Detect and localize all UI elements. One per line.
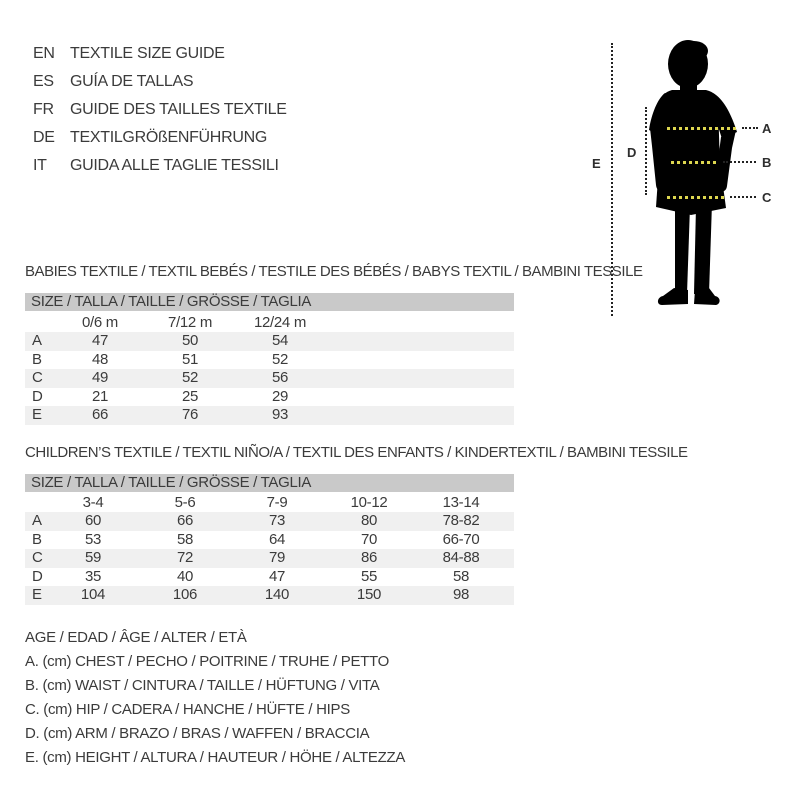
- value-cell: 58: [452, 567, 470, 585]
- column-header-row: [25, 311, 514, 332]
- value-cell: 140: [264, 586, 290, 603]
- table-row: [25, 406, 514, 425]
- table-row: [25, 586, 514, 605]
- babies-size-header: SIZE / TALLA / TAILLE / GRÖSSE / TAGLIA: [25, 293, 514, 311]
- hip-measure-leader: [730, 196, 756, 198]
- row-label-cell: E: [32, 406, 42, 423]
- table-row: [25, 388, 514, 407]
- legend-age-line: AGE / EDAD / ÂGE / ALTER / ETÀ: [25, 629, 247, 646]
- value-cell: 64: [268, 530, 286, 548]
- language-title: TEXTILE SIZE GUIDE: [70, 45, 225, 62]
- value-cell: 66: [91, 406, 109, 423]
- language-code: FR: [33, 101, 54, 118]
- value-cell: 47: [268, 567, 286, 585]
- value-cell: 106: [172, 586, 198, 603]
- waist-measure-leader: [723, 161, 756, 163]
- children-size-table: [25, 491, 514, 605]
- row-label-cell: A: [32, 512, 42, 529]
- row-label-cell: B: [32, 350, 42, 368]
- column-header-cell: 10-12: [350, 494, 388, 511]
- column-header-cell: 13-14: [442, 494, 480, 511]
- value-cell: 104: [80, 586, 106, 603]
- table-row: [25, 512, 514, 531]
- value-cell: 86: [360, 549, 378, 566]
- value-cell: 35: [84, 567, 102, 585]
- hip-measure-dashes: [667, 196, 727, 199]
- table-row: [25, 549, 514, 568]
- value-cell: 52: [271, 350, 289, 368]
- table-row: [25, 568, 514, 587]
- value-cell: 72: [176, 549, 194, 566]
- value-cell: 84-88: [442, 549, 480, 566]
- language-title: GUÍA DE TALLAS: [70, 73, 194, 90]
- column-header-cell: 7-9: [266, 494, 288, 511]
- value-cell: 55: [360, 567, 378, 585]
- row-label-cell: A: [32, 332, 42, 349]
- column-header-cell: 3-4: [82, 494, 104, 511]
- value-cell: 70: [360, 530, 378, 548]
- language-title: GUIDA ALLE TAGLIE TESSILI: [70, 157, 279, 174]
- column-header-cell: [25, 491, 47, 514]
- value-cell: 150: [356, 586, 382, 603]
- label-d: D: [627, 145, 637, 160]
- legend-item: B. (cm) WAIST / CINTURA / TAILLE / HÜFTUNG / VITA: [25, 677, 380, 694]
- child-silhouette-icon: [648, 38, 738, 310]
- value-cell: 56: [271, 369, 289, 386]
- value-cell: 93: [271, 406, 289, 423]
- measurement-legend: [25, 626, 405, 770]
- value-cell: 76: [181, 406, 199, 423]
- value-cell: 53: [84, 530, 102, 548]
- arm-measure-line: [645, 107, 647, 195]
- value-cell: 79: [268, 549, 286, 566]
- row-label-cell: C: [32, 549, 43, 566]
- value-cell: 59: [84, 549, 102, 566]
- legend-item: E. (cm) HEIGHT / ALTURA / HAUTEUR / HÖHE / ALTEZZA: [25, 749, 406, 766]
- value-cell: 73: [268, 512, 286, 529]
- value-cell: 49: [91, 369, 109, 386]
- value-cell: 60: [84, 512, 102, 529]
- value-cell: 54: [271, 332, 289, 349]
- chest-measure-dashes: [667, 127, 739, 130]
- row-label-cell: D: [32, 567, 43, 585]
- language-title: TEXTILGRÖßENFÜHRUNG: [70, 129, 267, 146]
- legend-item: C. (cm) HIP / CADERA / HANCHE / HÜFTE / HIPS: [25, 701, 350, 718]
- row-label-cell: D: [32, 387, 43, 405]
- legend-item: D. (cm) ARM / BRAZO / BRAS / WAFFEN / BRACCIA: [25, 725, 370, 742]
- waist-measure-dashes: [671, 161, 719, 164]
- value-cell: 48: [91, 350, 109, 368]
- table-row: [25, 531, 514, 550]
- table-row: [25, 351, 514, 370]
- language-code: ES: [33, 73, 54, 90]
- label-c: C: [762, 190, 772, 205]
- label-b: B: [762, 155, 772, 170]
- language-code: DE: [33, 129, 55, 146]
- measurement-figure: [0, 0, 800, 330]
- language-code: IT: [33, 157, 47, 174]
- value-cell: 40: [176, 567, 194, 585]
- row-label-cell: E: [32, 586, 42, 603]
- language-title: GUIDE DES TAILLES TEXTILE: [70, 101, 287, 118]
- babies-size-table: [25, 311, 514, 425]
- table-row: [25, 369, 514, 388]
- value-cell: 47: [91, 332, 109, 349]
- chest-measure-leader: [742, 127, 758, 129]
- column-header-cell: 7/12 m: [167, 314, 213, 331]
- column-header-cell: [25, 311, 55, 334]
- label-a: A: [762, 121, 772, 136]
- value-cell: 78-82: [442, 512, 480, 529]
- value-cell: 52: [181, 369, 199, 386]
- children-size-header: SIZE / TALLA / TAILLE / GRÖSSE / TAGLIA: [25, 474, 514, 492]
- column-header-cell: 12/24 m: [253, 314, 307, 331]
- row-label-cell: B: [32, 530, 42, 548]
- value-cell: 58: [176, 530, 194, 548]
- column-header-cell: 5-6: [174, 494, 196, 511]
- value-cell: 66-70: [442, 530, 480, 548]
- value-cell: 98: [452, 586, 470, 603]
- legend-item: A. (cm) CHEST / PECHO / POITRINE / TRUHE / PETTO: [25, 653, 389, 670]
- value-cell: 50: [181, 332, 199, 349]
- value-cell: 25: [181, 387, 199, 405]
- value-cell: 29: [271, 387, 289, 405]
- language-code: EN: [33, 45, 55, 62]
- label-e: E: [592, 156, 601, 171]
- value-cell: 51: [181, 350, 199, 368]
- value-cell: 80: [360, 512, 378, 529]
- value-cell: 66: [176, 512, 194, 529]
- value-cell: 21: [91, 387, 109, 405]
- column-header-cell: 0/6 m: [81, 314, 118, 331]
- table-row: [25, 332, 514, 351]
- row-label-cell: C: [32, 369, 43, 386]
- children-section-title: CHILDREN’S TEXTILE / TEXTIL NIÑO/A / TEXTIL DES ENFANTS / KINDERTEXTIL / BAMBINI TESSILE: [25, 444, 688, 461]
- babies-section-title: BABIES TEXTILE / TEXTIL BEBÉS / TESTILE DES BÉBÉS / BABYS TEXTIL / BAMBINI TESSILE: [25, 263, 643, 280]
- column-header-row: [25, 491, 514, 512]
